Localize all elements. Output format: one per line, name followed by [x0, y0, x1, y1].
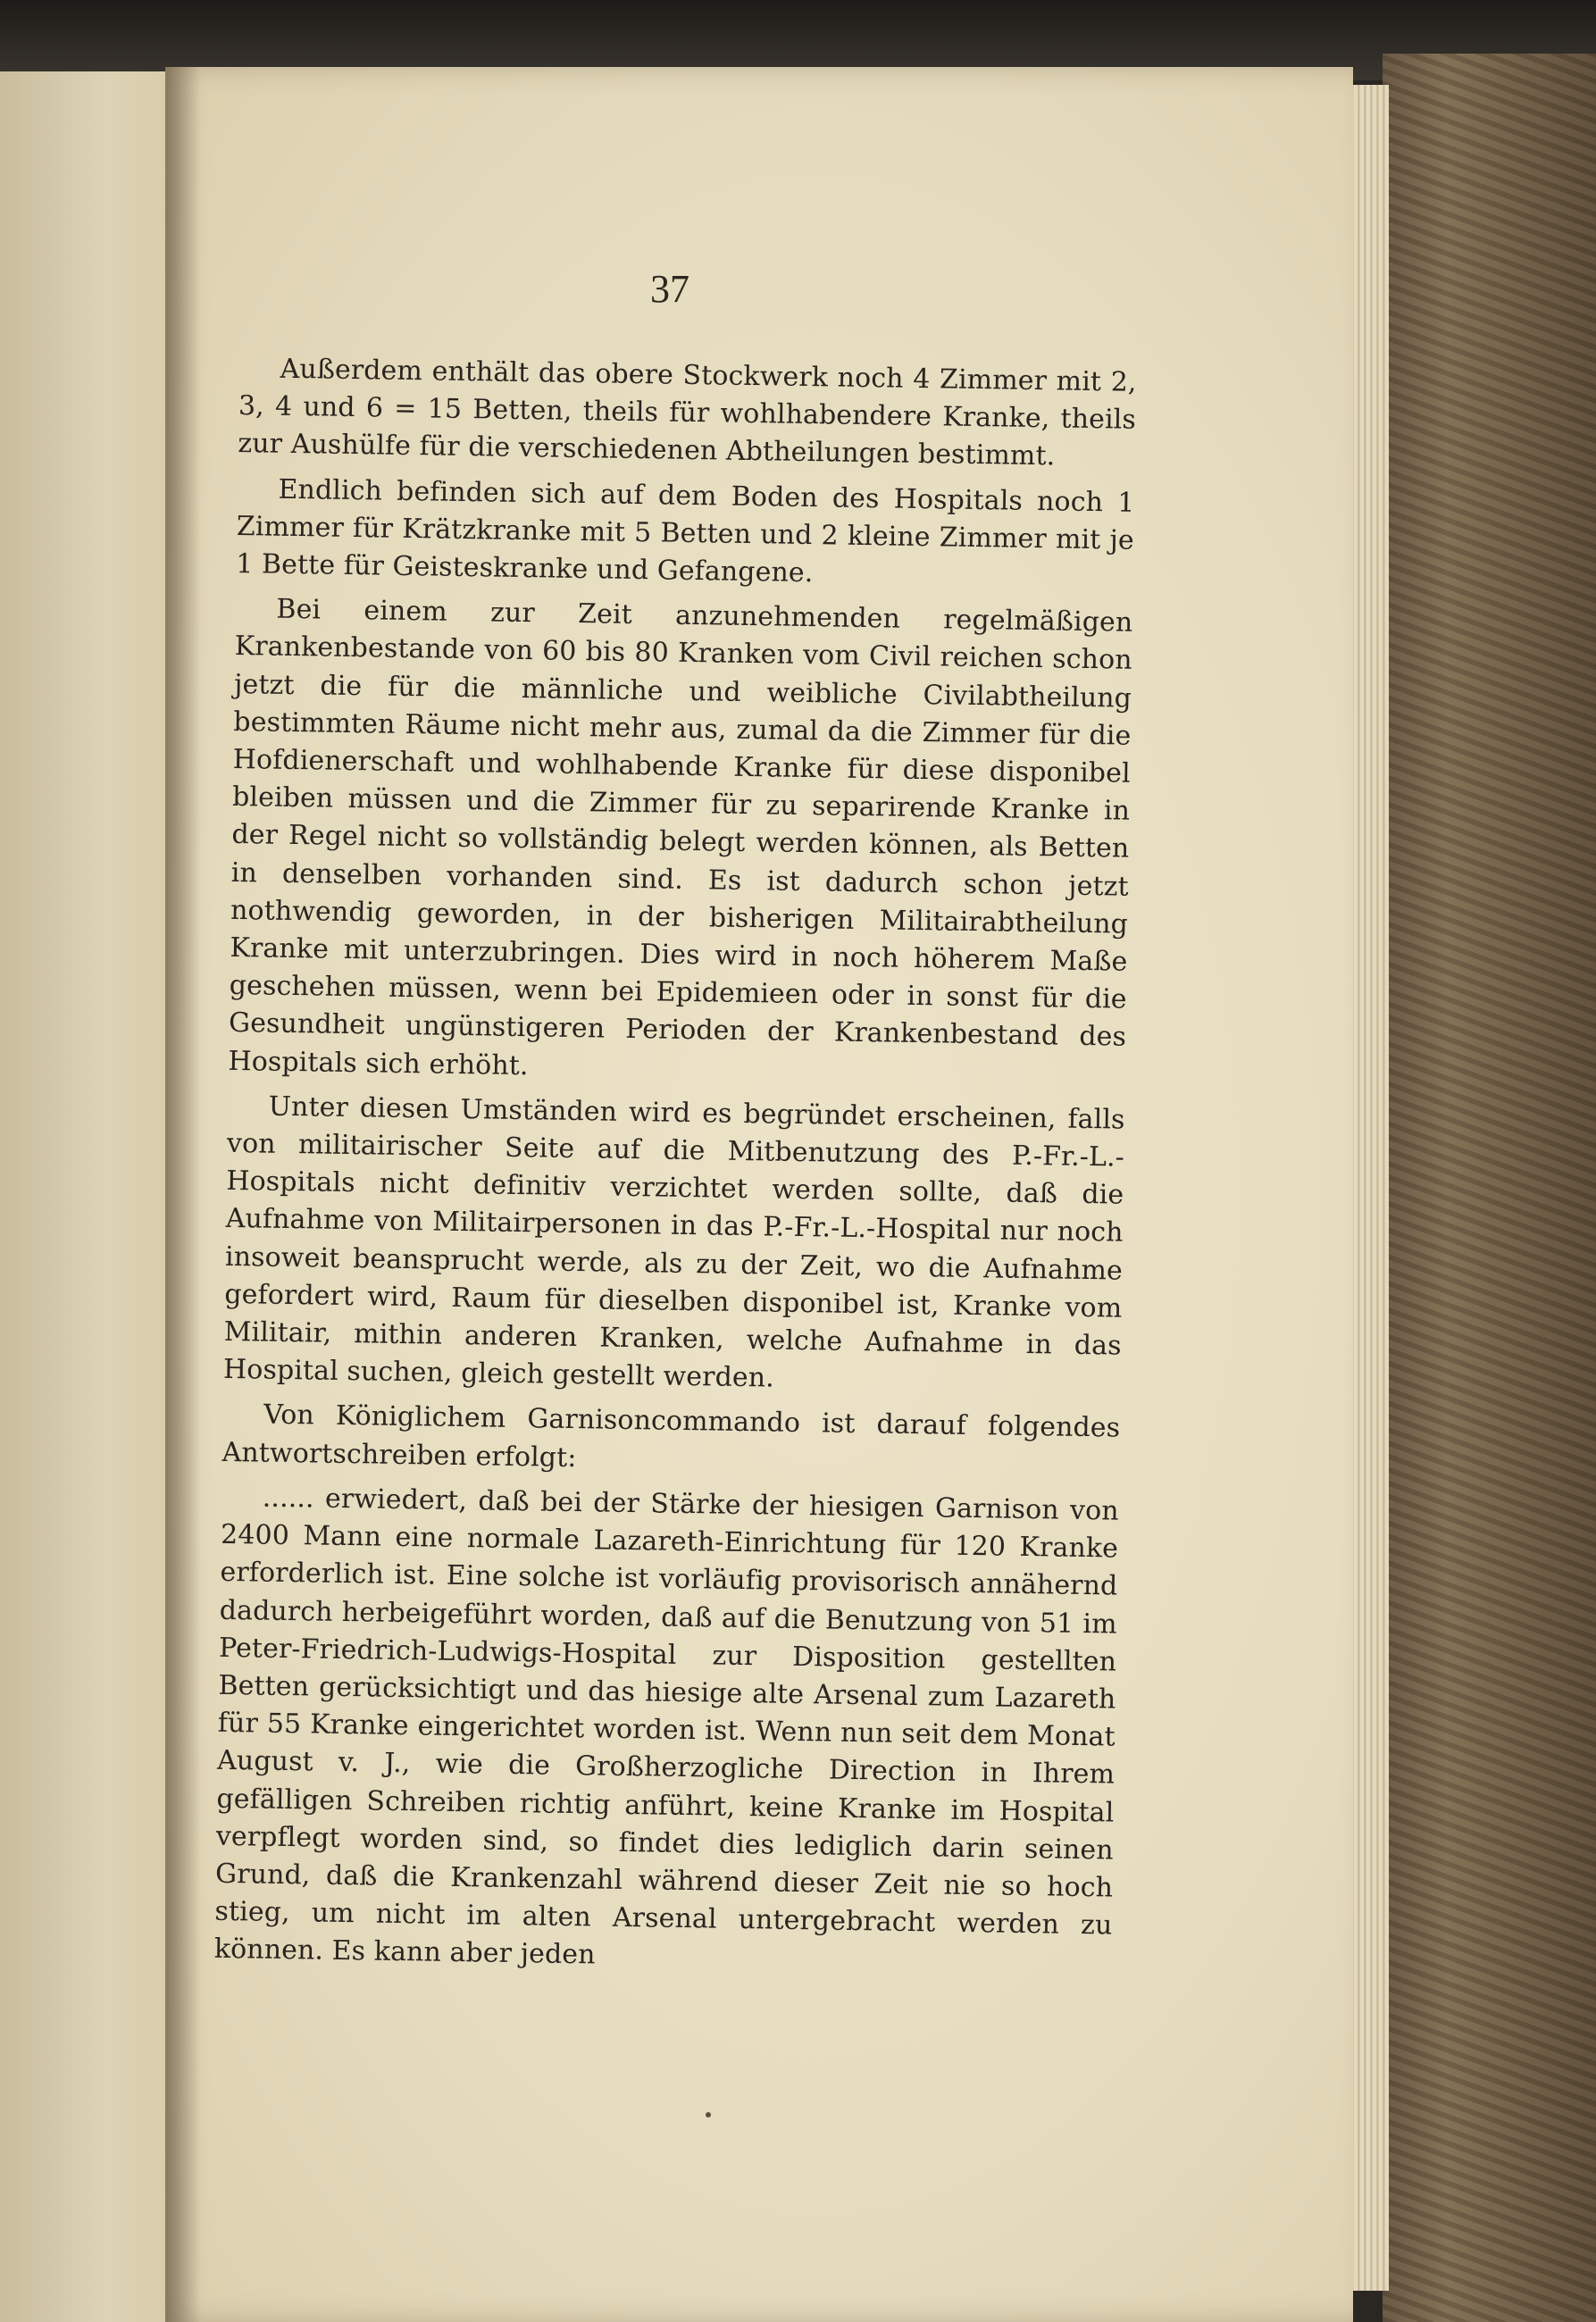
paragraph: Unter diesen Umständen wird es begründet erscheinen, falls von militairischer Seite auf die Mitbenutzung des P.-Fr.-L.-Hospitals nicht definitiv verzichtet werden sollte, daß die Aufnahme von Militairpersonen in das P.-Fr.-L.-Hospital nur noch insoweit beansprucht werde, als zu der Zeit, wo die Aufnahme gefordert wird, Raum für dieselben disponibel ist, Kranke vom Militair, mithin anderen Kranken, welche Aufnahme in das Hospital suchen, gleich gestellt werden. [222, 1090, 1125, 1394]
body-text [214, 350, 1137, 1983]
paragraph: Von Königlichem Garnisoncommando ist darauf folgendes Antwortschreiben erfolgt: [221, 1399, 1121, 1474]
paragraph: ...... erwiedert, daß bei der Stärke der hiesigen Garnison von 2400 Mann eine normale Lazareth-Einrichtung für 120 Kranke erforderlich ist. Eine solche ist vorläufig provisorisch annähernd dadurch herbeigeführt worden, daß auf die Benutzung von 51 im Peter-Friedrich-Ludwigs-Hospital zur Disposition gestellten Betten gerücksichtigt und das hiesige alte Arsenal zum Lazareth für 55 Kranke eingerichtet worden ist. Wenn nun seit dem Monat August v. J., wie die Großherzogliche Direction in Ihrem gefälligen Schreiben richtig anführt, keine Kranke im Hospital verpflegt worden sind, so findet dies lediglich darin seinen Grund, daß die Krankenzahl während dieser Zeit nie so hoch stieg, um nicht im alten Arsenal untergebracht werden zu können. Es kann aber jeden [213, 1482, 1119, 1971]
paragraph: Außerdem enthält das obere Stockwerk noch 4 Zimmer mit 2, 3, 4 und 6 = 15 Betten, theils für wohlhabendere Kranke, theils zur Aushülfe für die verschiedenen Abtheilungen bestimmt. [238, 353, 1137, 472]
ink-speck [706, 2112, 711, 2117]
facing-page-edge [0, 71, 179, 2322]
paragraph: Endlich befinden sich auf dem Boden des Hospitals noch 1 Zimmer für Krätzkranke mit 5 Betten und 2 kleine Zimmer mit je 1 Bette für Geisteskranke und Gefangene. [235, 473, 1135, 589]
gutter-shadow [165, 67, 201, 2322]
page-number: 37 [650, 267, 689, 311]
paragraph: Bei einem zur Zeit anzunehmenden regelmäßigen Krankenbestande von 60 bis 80 Kranken vom Civil reichen schon jetzt die für die männliche und weibliche Civilabtheilung bestimmten Räume nicht mehr aus, zumal da die Zimmer für die Hofdienerschaft und wohlhabende Kranke für diese disponibel bleiben müssen und die Zimmer für zu separirende Kranke in der Regel nicht so vollständig belegt werden können, als Betten in denselben vorhanden sind. Es ist dadurch schon jetzt nothwendig geworden, in der bisherigen Militairabtheilung Kranke mit unterzubringen. Dies wird in noch höherem Maße geschehen müssen, wenn bei Epidemieen oder in sonst für die Gesundheit ungünstigeren Perioden der Krankenbestand des Hospitals sich erhöht. [228, 593, 1133, 1082]
book-cover-edge [1383, 54, 1596, 2322]
